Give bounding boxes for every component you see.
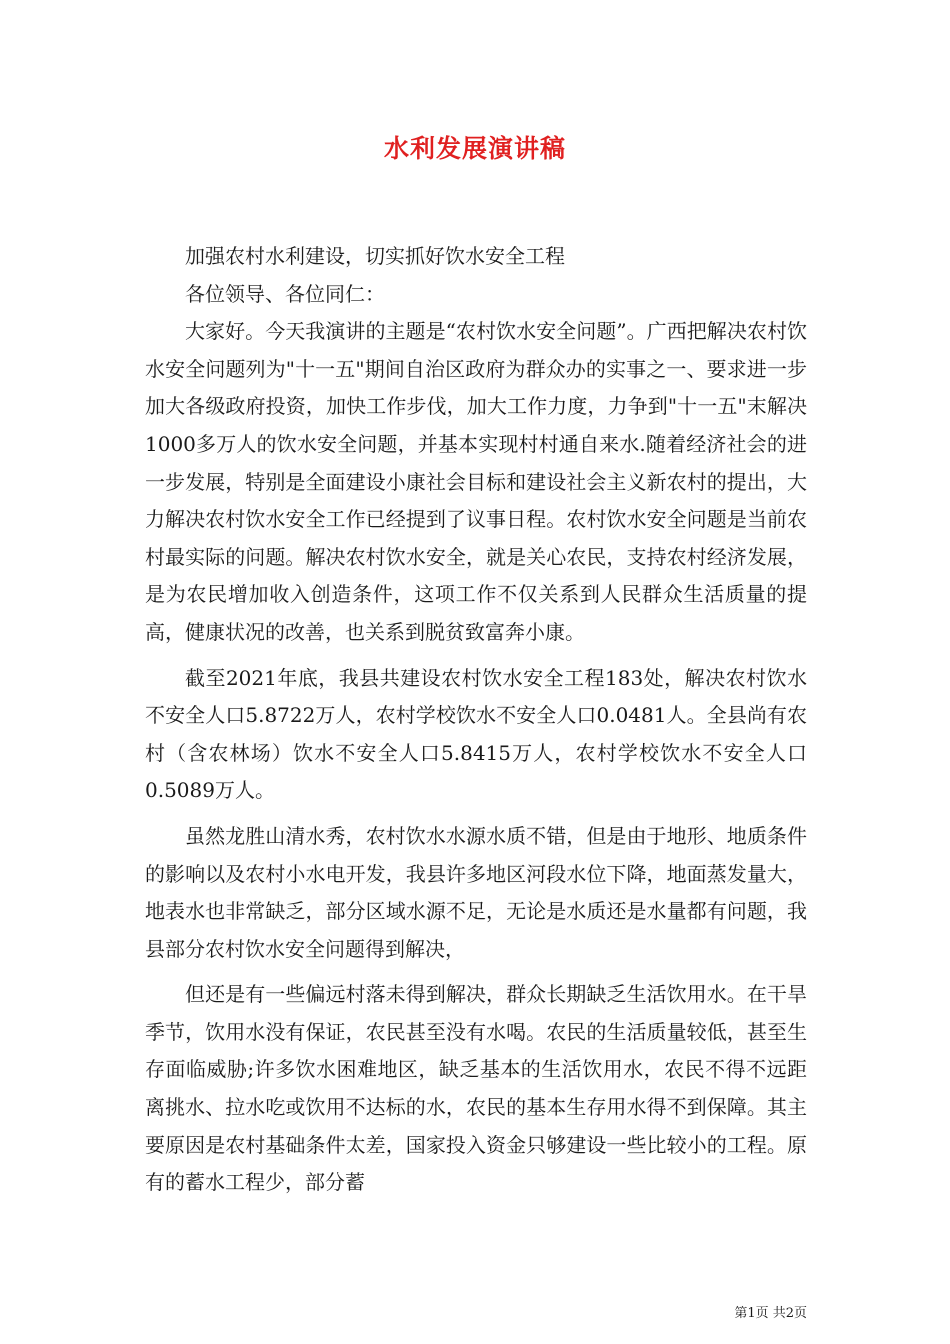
document-title: 水利发展演讲稿 <box>383 134 566 163</box>
paragraph-conditions: 虽然龙胜山清水秀，农村饮水水源水质不错，但是由于地形、地质条件的影响以及农村小水电开发，我县许多地区河段水位下降，地面蒸发量大，地表水也非常缺乏，部分区域水源不足，无论是水质还是水量都有问题，我县部分农村饮水安全问题得到解决， <box>145 823 807 961</box>
paragraph-subtitle: 加强农村水利建设，切实抓好饮水安全工程 <box>185 244 565 268</box>
paragraph-statistics: 截至2021年底，我县共建设农村饮水安全工程183处，解决农村饮水不安全人口5.8722万人，农村学校饮水不安全人口0.0481人。全县尚有农村（含农林场）饮水不安全人口5.8415万人，农村学校饮水不安全人口0.5089万人。 <box>145 665 807 803</box>
document-body <box>145 238 807 1202</box>
paragraph-intro: 大家好。今天我演讲的主题是“农村饮水安全问题”。广西把解决农村饮水安全问题列为"十一五"期间自治区政府为群众办的实事之一、要求进一步加大各级政府投资，加快工作步伐，加大工作力度，力争到"十一五"末解决1000多万人的饮水安全问题，并基本实现村村通自来水.随着经济社会的进一步发展，特别是全面建设小康社会目标和建设社会主义新农村的提出，大力解决农村饮水安全工作已经提到了议事日程。农村饮水安全问题是当前农村最实际的问题。解决农村饮水安全，就是关心农民，支持农村经济发展，是为农民增加收入创造条件，这项工作不仅关系到人民群众生活质量的提高，健康状况的改善，也关系到脱贫致富奔小康。 <box>145 319 807 644</box>
paragraph-problems: 但还是有一些偏远村落未得到解决，群众长期缺乏生活饮用水。在干旱季节，饮用水没有保证，农民甚至没有水喝。农民的生活质量较低，甚至生存面临威胁;许多饮水困难地区，缺乏基本的生活饮用水，农民不得不远距离挑水、拉水吃或饮用不达标的水，农民的基本生存用水得不到保障。其主要原因是农村基础条件太差，国家投入资金只够建设一些比较小的工程。原有的蓄水工程少，部分蓄 <box>145 982 807 1195</box>
paragraph-salutation: 各位领导、各位同仁： <box>185 281 385 306</box>
page-number: 第1页 共2页 <box>734 1306 807 1321</box>
